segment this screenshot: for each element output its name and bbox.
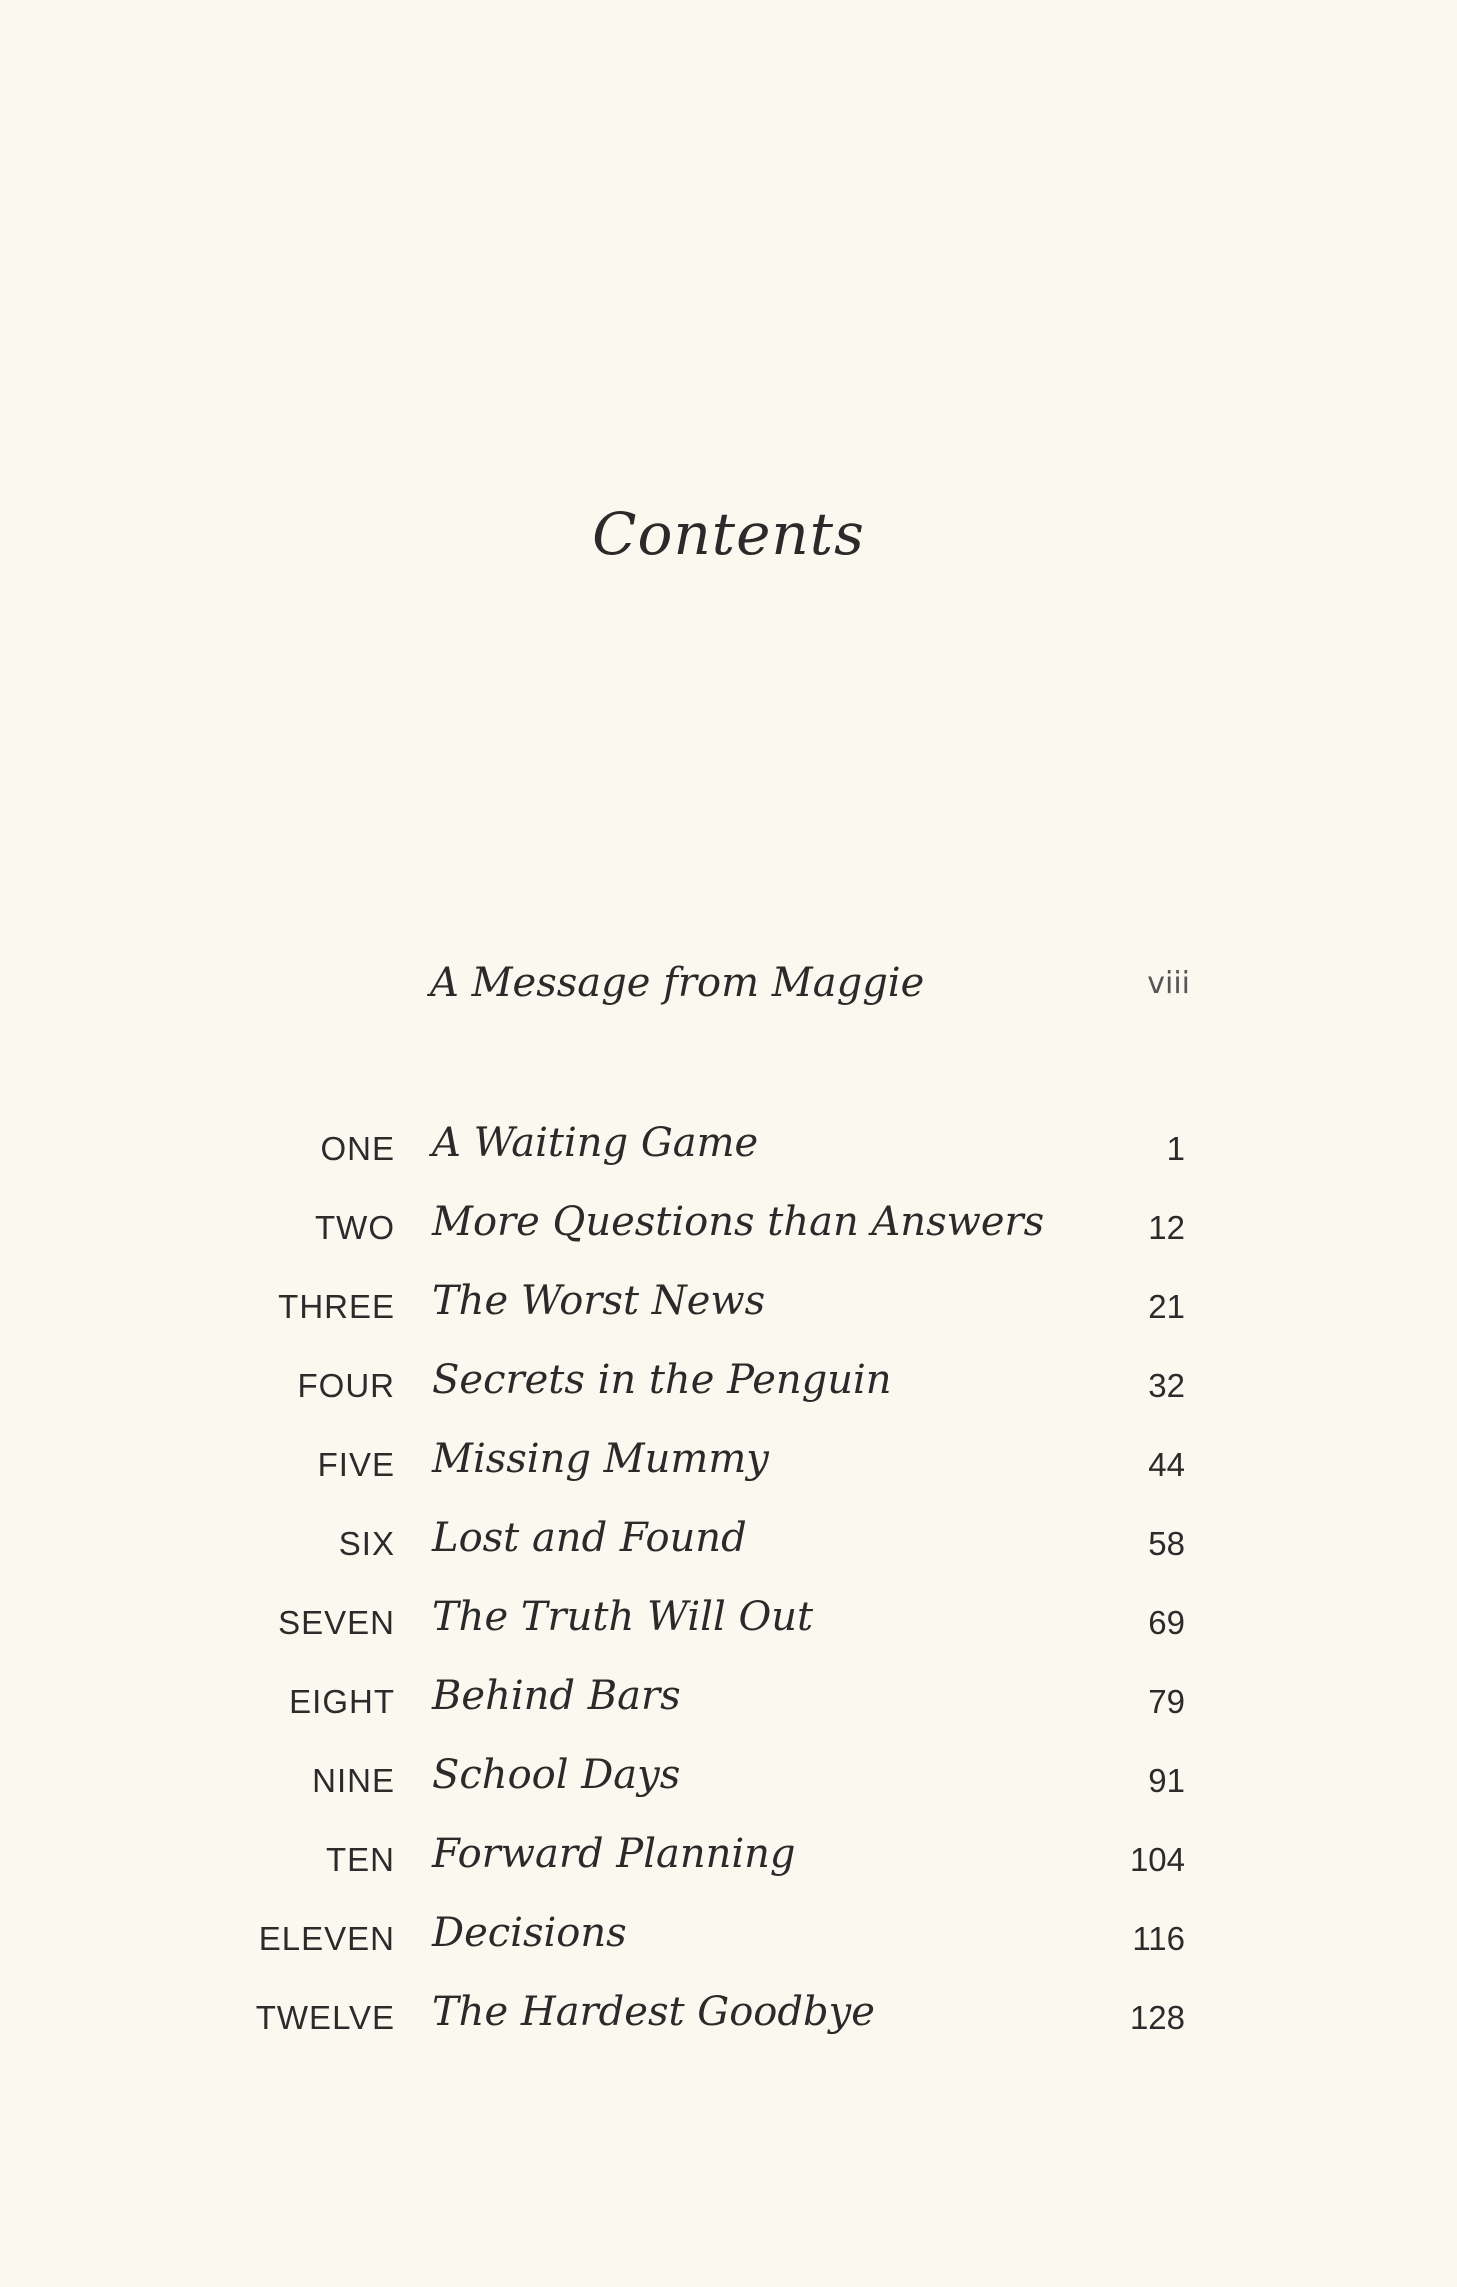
chapter-number: THREE <box>278 1288 395 1325</box>
chapter-title: Lost and Found <box>432 1515 747 1561</box>
chapter-number: ELEVEN <box>258 1920 395 1957</box>
chapter-row <box>0 1752 1457 1822</box>
chapter-title: The Worst News <box>432 1278 766 1324</box>
chapter-row <box>0 1910 1457 1980</box>
chapter-number: SEVEN <box>278 1604 395 1641</box>
chapter-row <box>0 1357 1457 1427</box>
chapter-title: The Hardest Goodbye <box>432 1989 875 2035</box>
chapter-row <box>0 1594 1457 1664</box>
chapter-row <box>0 1673 1457 1743</box>
chapter-number: TWO <box>315 1209 395 1246</box>
chapter-number: EIGHT <box>289 1683 395 1720</box>
intro-page-number: viii <box>1147 966 1190 1001</box>
chapter-row <box>0 1989 1457 2059</box>
chapter-number: TWELVE <box>255 1999 395 2036</box>
chapter-number: NINE <box>312 1762 395 1799</box>
chapter-title: A Waiting Game <box>432 1120 759 1166</box>
chapter-number: FIVE <box>317 1446 395 1483</box>
chapter-title: Forward Planning <box>432 1831 796 1877</box>
chapter-title: Decisions <box>432 1910 627 1956</box>
chapter-row <box>0 1515 1457 1585</box>
chapter-number: ONE <box>320 1130 395 1167</box>
chapter-page-number: 1 <box>1166 1130 1185 1167</box>
chapter-row <box>0 1831 1457 1901</box>
intro-entry <box>430 960 1190 1020</box>
chapter-title: Secrets in the Penguin <box>432 1357 892 1403</box>
chapter-page-number: 104 <box>1129 1841 1185 1878</box>
chapter-page-number: 116 <box>1132 1920 1185 1957</box>
chapter-page-number: 128 <box>1129 1999 1185 2036</box>
intro-title: A Message from Maggie <box>430 960 925 1006</box>
chapter-number: FOUR <box>297 1367 395 1404</box>
chapter-title: The Truth Will Out <box>432 1594 814 1640</box>
chapter-title: More Questions than Answers <box>432 1199 1045 1245</box>
chapter-row <box>0 1278 1457 1348</box>
chapter-page-number: 79 <box>1148 1683 1185 1720</box>
chapter-title: Missing Mummy <box>432 1436 769 1482</box>
chapter-row <box>0 1199 1457 1269</box>
chapter-page-number: 32 <box>1148 1367 1185 1404</box>
chapter-title: Behind Bars <box>432 1673 681 1719</box>
chapter-page-number: 21 <box>1148 1288 1185 1325</box>
chapter-row <box>0 1436 1457 1506</box>
chapter-title: School Days <box>432 1752 681 1798</box>
chapter-page-number: 69 <box>1148 1604 1185 1641</box>
chapter-number: TEN <box>326 1841 395 1878</box>
chapter-page-number: 44 <box>1148 1446 1185 1483</box>
chapter-number: SIX <box>338 1525 395 1562</box>
chapter-row <box>0 1120 1457 1190</box>
chapter-page-number: 12 <box>1148 1209 1185 1246</box>
chapter-page-number: 91 <box>1148 1762 1185 1799</box>
chapter-page-number: 58 <box>1148 1525 1185 1562</box>
page-title: Contents <box>592 500 865 568</box>
